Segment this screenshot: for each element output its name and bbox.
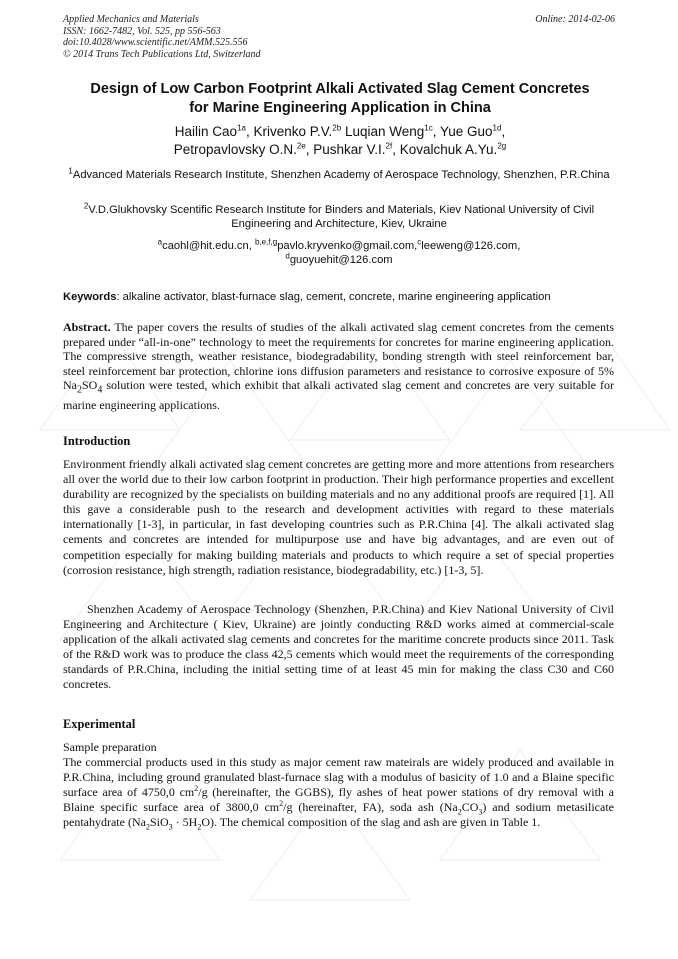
body-text: /g (hereinafter, FA), soda ash (Na: [283, 800, 458, 815]
doi-line: doi:10.4028/www.scientific.net/AMM.525.556: [63, 37, 248, 48]
affiliation-mark: 1: [68, 166, 73, 176]
abstract-subscript: 2: [77, 384, 82, 396]
body-text: · 5H: [172, 815, 198, 830]
body-text: CO: [461, 800, 479, 815]
author-name: Yue Guo: [440, 124, 493, 139]
author-affil-mark: 2e: [296, 141, 306, 151]
abstract-paragraph: [63, 320, 614, 413]
superscript: 2: [194, 784, 199, 794]
affiliation-2: [63, 203, 615, 231]
author-affil-mark: 2g: [497, 141, 507, 151]
subscript: 2: [197, 822, 202, 832]
author-line-2: Petropavlovsky O.N.$^{2e}$, Pushkar V.I.$^{2f}$, Kovalchuk A.Yu.$^{2g}$: [173, 141, 507, 157]
author-name: Petropavlovsky O.N.: [173, 142, 297, 157]
title-line-2: for Marine Engineering Application in China: [189, 100, 491, 116]
author-name: Pushkar V.I.: [313, 142, 386, 157]
affiliation-text: Advanced Materials Research Institute, Shenzhen Academy of Aerospace Technology, Shenzhen, P.R.China: [72, 169, 610, 181]
abstract-text: The paper covers the results of studies of the alkali activated slag cement concretes from the cements prepared under “all-in-one” technology to meet the requirements for concretes for marine engineering application. The compressive strength, weather resistance, biodegradability, bonding strength with steel reinforcement bar, steel reinforcement bar protection, chlorine ions diffusion parameters and resistance to corrosive exposure of 5% Na: [63, 320, 614, 393]
journal-header: [63, 14, 261, 60]
paper-title: [50, 80, 630, 118]
email-link[interactable]: guoyuehit@126.com: [289, 254, 393, 266]
email-link[interactable]: pavlo.kryvenko@gmail.com,: [277, 240, 418, 252]
author-name: Hailin Cao: [174, 124, 238, 139]
experimental-paragraph: [63, 755, 614, 830]
online-date: Online: 2014-02-06: [535, 14, 615, 25]
body-text: O). The chemical composition of the slag and ash are given in Table 1.: [201, 815, 541, 830]
affiliation-text: V.D.Glukhovsky Scentific Research Institute for Binders and Materials, Kiev National University of Civil Engineering and Architecture, Kiev, Ukraine: [88, 204, 595, 230]
email-mark: b,e,f,g: [254, 237, 278, 247]
email-mark: c: [417, 237, 422, 247]
subscript: 2: [145, 822, 150, 832]
email-link[interactable]: leeweng@126.com,: [421, 240, 521, 252]
abstract-text: SO: [82, 378, 98, 393]
author-affil-mark: 1d: [492, 123, 502, 133]
affiliation-1: [63, 168, 615, 182]
introduction-paragraph-2: Shenzhen Academy of Aerospace Technology (Shenzhen, P.R.China) and Kiev National University of Civil Engineering and Architecture ( Kiev, Ukraine) are jointly conducting R&D works aimed at commercial-scale application of the alkali activated slag cements and concretes for the maritime concrete products since 2011. Task of the R&D work was to produce the class 42,5 cements which would meet the requirements of the corresponding standards of P.R.China, including the initial setting time of at least 45 min for making the class C30 and C60 concretes.: [63, 602, 614, 692]
body-text: ) and sodium metasilicate pentahydrate (Na: [63, 800, 614, 830]
affiliation-mark: 2: [83, 201, 89, 211]
abstract-subscript: 4: [97, 384, 103, 396]
abstract-label: Abstract.: [63, 320, 111, 334]
author-name: Krivenko P.V.: [253, 124, 333, 139]
keywords-text: : alkaline activator, blast-furnace slag, cement, concrete, marine engineering application: [116, 291, 551, 303]
email-line-2: [63, 253, 615, 267]
introduction-paragraph-1: Environment friendly alkali activated slag cement concretes are getting more and more attentions from researchers all over the world due to their low carbon footprint in production. Their high performance properties and excellent durability are recognized by the specialists on building materials and no any additional proofs are required [1]. All this gave a considerable push to the research and development activities with regard to these materials internationally [1-3], in particular, in fast developing countries such as P.R.China [4]. The alkali activated slag cements and concretes are intended for multipurpose use and have big advantages, and are even out of competition especially for making building materials and products to which require a set of special properties (corrosion resistance, high strength, radiation resistance, biodegradability, etc.) [1-3, 5].: [63, 457, 614, 577]
author-affil-mark: 1a: [237, 123, 246, 133]
email-mark: d: [285, 251, 290, 261]
email-line-1: [63, 239, 615, 253]
author-affil-mark: 1c: [424, 123, 433, 133]
keywords-line: [63, 290, 623, 304]
subscript: 3: [478, 807, 483, 817]
body-text: /g (hereinafter, the GGBS), fly ashes of heat power stations of dry removal with a Blaine specific surface area of 3800,0 cm: [63, 785, 614, 815]
abstract-text: solution were tested, which exhibit that alkali activated slag cement and concretes are very suitable for marine engineering applications.: [63, 378, 614, 413]
author-affil-mark: 2f: [385, 141, 393, 151]
copyright-line: © 2014 Trans Tech Publications Ltd, Switzerland: [63, 48, 261, 60]
keywords-label: Keywords: [63, 291, 117, 303]
subscript: 3: [168, 822, 173, 832]
superscript: 2: [279, 799, 284, 809]
author-name: Luqian Weng: [344, 124, 425, 139]
author-list: [60, 123, 620, 159]
email-link[interactable]: caohl@hit.edu.cn,: [162, 240, 255, 252]
body-text: The commercial products used in this study as major cement raw mateirals are widely produced and available in P.R.China, including ground granulated blast-furnace slag with a modulus of basicity of 1.0 and a Blaine specific surface area of 4750,0 cm: [63, 755, 614, 800]
author-name: Kovalchuk A.Yu.: [399, 142, 498, 157]
issn-line: ISSN: 1662-7482, Vol. 525, pp 556-563: [63, 25, 221, 37]
title-line-1: Design of Low Carbon Footprint Alkali Activated Slag Cement Concretes: [90, 81, 590, 97]
author-emails: [63, 239, 615, 267]
author-affil-mark: 2b: [332, 123, 342, 133]
body-text: SiO: [149, 815, 169, 830]
subsection-heading: Sample preparation: [63, 740, 157, 754]
journal-name: Applied Mechanics and Materials: [63, 14, 199, 25]
subscript: 2: [457, 807, 462, 817]
section-heading-experimental: Experimental: [63, 717, 136, 731]
email-mark: a: [157, 237, 163, 247]
author-line-1: Hailin Cao$^{1a}$, Krivenko P.V.$^{2b}$ Luqian Weng$^{1c}$, Yue Guo$^{1d}$,: [174, 123, 506, 139]
section-heading-introduction: Introduction: [63, 434, 131, 448]
